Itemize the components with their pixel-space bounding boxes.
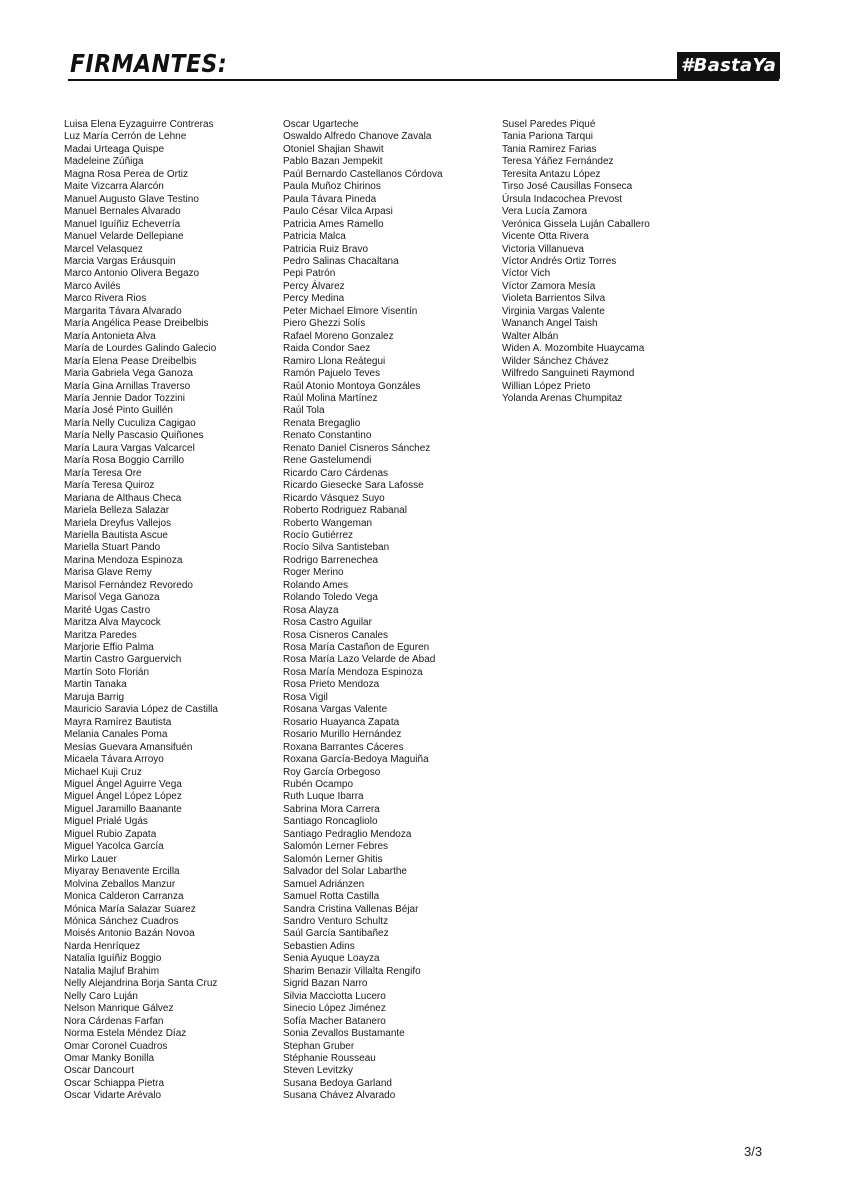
signatory-name: Víctor Vich: [502, 268, 551, 280]
signatory-name: Mariella Stuart Pando: [64, 542, 161, 554]
signatory-name: Melania Canales Poma: [64, 729, 168, 741]
signatory-name: Víctor Andrés Ortiz Torres: [502, 255, 617, 267]
signatory-name: Oscar Schiappa Pietra: [64, 1077, 165, 1089]
signatory-name: Paula Muñoz Chirinos: [283, 181, 381, 193]
signatory-name: Natalia Iguíñiz Boggio: [64, 953, 162, 965]
signatory-name: Susel Paredes Piqué: [502, 119, 596, 130]
header-divider: [68, 79, 779, 81]
signatory-name: Moisés Antonio Bazán Novoa: [64, 928, 195, 940]
signatory-name: Sebastien Adins: [283, 940, 355, 952]
signatory-name: Pepi Patrón: [283, 268, 336, 280]
signatory-name: Peter Michael Elmore Visentín: [283, 305, 418, 317]
signatory-name: Miguel Jaramillo Baanante: [64, 803, 182, 815]
signatory-name: Nelly Caro Luján: [64, 990, 138, 1002]
signatory-name: Luz María Cerrón de Lehne: [64, 131, 187, 143]
signatory-name: Willian López Prieto: [502, 380, 591, 392]
signatory-name: Sabrina Mora Carrera: [283, 803, 380, 815]
signatory-name: Wananch Angel Taish: [502, 318, 598, 330]
signatory-name: Manuel Bernales Alvarado: [64, 206, 181, 218]
signatory-name: Roger Merino: [283, 567, 344, 579]
signatory-name: Mirko Lauer: [64, 853, 117, 865]
signatory-name: Susana Chávez Alvarado: [283, 1090, 396, 1102]
signatory-name: Rosa María Mendoza Espinoza: [283, 666, 423, 678]
signatory-name: Marisol Vega Ganoza: [64, 592, 160, 604]
signatory-name: Yolanda Arenas Chumpitaz: [502, 392, 623, 404]
signatory-name: Sandro Venturo Schultz: [283, 916, 389, 927]
signatory-name: Percy Álvarez: [283, 280, 345, 292]
signatory-name: Vicente Otta Rivera: [502, 231, 589, 243]
signatory-name: Mariella Bautista Ascue: [64, 529, 168, 541]
signatory-name: María José Pinto Guillén: [64, 405, 173, 417]
signatory-name: Rocío Gutiérrez: [283, 529, 354, 541]
signatory-name: Stéphanie Rousseau: [283, 1052, 376, 1064]
signatory-name: Teresita Antazu López: [502, 168, 601, 180]
signatory-name: María Antonieta Alva: [64, 330, 156, 342]
signatory-name: Wilder Sánchez Chávez: [502, 355, 609, 367]
signatory-name: Mónica Sánchez Cuadros: [64, 916, 179, 927]
signatory-name: Rolando Ames: [283, 579, 349, 591]
signatory-name: Natalia Majluf Brahim: [64, 965, 160, 977]
signatory-name: Silvia Macciotta Lucero: [283, 990, 386, 1002]
signatory-name: Marcel Velasquez: [64, 243, 143, 255]
signatory-name: Sigrid Bazan Narro: [283, 978, 368, 990]
signatory-name: Luisa Elena Eyzaguirre Contreras: [64, 119, 214, 130]
signatories-column-2: [283, 119, 443, 1103]
signatory-name: Molvina Zeballos Manzur: [64, 878, 176, 890]
signatory-name: Nora Cárdenas Farfan: [64, 1015, 164, 1027]
signatory-name: Roxana García-Bedoya Maguiña: [283, 754, 429, 766]
signatory-name: Mariana de Althaus Checa: [64, 492, 182, 504]
signatory-name: Mariela Belleza Salazar: [64, 505, 170, 517]
signatory-name: Narda Henríquez: [64, 940, 141, 952]
signatory-name: María Teresa Quiroz: [64, 480, 155, 492]
signatory-name: Marco Avilés: [64, 280, 121, 292]
signatory-name: Sharim Benazir Villalta Rengifo: [283, 965, 421, 977]
signatory-name: Widen A. Mozombite Huaycama: [502, 343, 645, 355]
signatory-name: Miguel Ángel Aguirre Vega: [64, 779, 182, 791]
signatory-name: Victoria Villanueva: [502, 243, 584, 255]
signatory-name: Piero Ghezzi Solís: [283, 318, 366, 330]
signatory-name: Nelson Manrique Gálvez: [64, 1003, 174, 1015]
signatory-name: Rolando Toledo Vega: [283, 592, 378, 604]
signatory-name: Roxana Barrantes Cáceres: [283, 741, 404, 753]
signatory-name: Rosa Alayza: [283, 604, 339, 616]
signatory-name: Rene Gastelumendi: [283, 455, 372, 467]
signatory-name: María Nelly Pascasio Quiñones: [64, 430, 204, 442]
signatory-name: Marité Ugas Castro: [64, 604, 151, 616]
signatory-name: Sandra Cristina Vallenas Béjar: [283, 903, 419, 915]
signatory-name: Steven Levitzky: [283, 1065, 354, 1077]
signatory-name: Mesías Guevara Amansifuén: [64, 741, 193, 753]
signatory-name: Marcia Vargas Eráusquin: [64, 255, 176, 267]
signatory-name: Michael Kuji Cruz: [64, 766, 142, 778]
signatory-name: Madai Urteaga Quispe: [64, 143, 165, 155]
signatory-name: Monica Calderon Carranza: [64, 891, 184, 903]
signatory-name: María Laura Vargas Valcarcel: [64, 442, 195, 454]
signatory-name: Renato Daniel Cisneros Sánchez: [283, 442, 431, 454]
signatory-name: Rosa María Castañon de Eguren: [283, 642, 430, 654]
signatory-name: Marina Mendoza Espinoza: [64, 554, 183, 566]
signatory-name: Renata Bregaglio: [283, 417, 361, 429]
signatory-name: María Nelly Cuculiza Cagigao: [64, 417, 196, 429]
signatory-name: Martin Castro Garguervich: [64, 654, 182, 666]
signatory-name: Úrsula Indacochea Prevost: [502, 193, 623, 205]
signatory-name: Rafael Moreno Gonzalez: [283, 330, 394, 342]
signatory-name: María Angélica Pease Dreibelbis: [64, 318, 209, 330]
signatory-name: Santiago Pedraglio Mendoza: [283, 828, 412, 840]
signatory-name: Ruth Luque Ibarra: [283, 791, 364, 803]
signatory-name: Ricardo Giesecke Sara Lafosse: [283, 480, 424, 492]
signatory-name: Raúl Tola: [283, 405, 325, 417]
signatory-name: Samuel Adriánzen: [283, 878, 365, 890]
signatory-name: Santiago Roncagliolo: [283, 816, 378, 828]
signatory-name: Salomón Lerner Febres: [283, 841, 389, 853]
signatory-name: Sofía Macher Batanero: [283, 1015, 386, 1027]
signatory-name: Mariela Dreyfus Vallejos: [64, 517, 172, 529]
signatory-name: Renato Constantino: [283, 430, 372, 442]
signatory-name: Vera Lucía Zamora: [502, 206, 588, 218]
signatory-name: Sinecio López Jiménez: [283, 1003, 386, 1015]
signatory-name: Maritza Paredes: [64, 629, 137, 641]
signatory-name: Oscar Vidarte Arévalo: [64, 1090, 162, 1102]
signatory-name: Miguel Yacolca García: [64, 841, 164, 853]
signatory-name: Paula Távara Pineda: [283, 193, 377, 205]
signatory-name: Verónica Gissela Luján Caballero: [502, 218, 650, 230]
signatory-name: Omar Manky Bonilla: [64, 1052, 155, 1064]
signatory-name: María Gina Arnillas Traverso: [64, 380, 191, 392]
signatory-name: Mayra Ramírez Bautista: [64, 716, 172, 728]
signatory-name: Percy Medina: [283, 293, 345, 305]
signatory-name: Miguel Rubio Zapata: [64, 828, 157, 840]
signatory-name: Mónica María Salazar Suarez: [64, 903, 196, 915]
signatory-name: Paúl Bernardo Castellanos Córdova: [283, 168, 443, 180]
signatory-name: Paulo César Vilca Arpasi: [283, 206, 393, 218]
signatory-name: Maritza Alva Maycock: [64, 617, 161, 629]
signatory-name: Marjorie Effio Palma: [64, 642, 154, 654]
signatory-name: Rosario Huayanca Zapata: [283, 716, 400, 728]
signatory-name: Maruja Barrig: [64, 691, 125, 703]
signatory-name: Oscar Dancourt: [64, 1065, 135, 1077]
signatory-name: María Teresa Ore: [64, 467, 142, 479]
signatory-name: Madeleine Zúñiga: [64, 156, 144, 168]
signatory-name: Marco Rivera Rios: [64, 293, 147, 305]
signatory-name: Marco Antonio Olivera Begazo: [64, 268, 200, 280]
signatory-name: Magna Rosa Perea de Ortiz: [64, 168, 188, 180]
signatory-name: Teresa Yáñez Fernández: [502, 156, 614, 168]
signatory-name: Oswaldo Alfredo Chanove Zavala: [283, 131, 432, 143]
signatory-name: Rodrigo Barrenechea: [283, 554, 379, 566]
signatory-name: Manuel Iguíñiz Echeverría: [64, 218, 181, 230]
signatory-name: Roberto Rodriguez Rabanal: [283, 505, 407, 517]
signatory-name: Sonia Zevallos Bustamante: [283, 1028, 405, 1040]
signatory-name: Oscar Ugarteche: [283, 119, 359, 130]
signatory-name: María de Lourdes Galindo Galecio: [64, 343, 217, 355]
signatory-name: Samuel Rotta Castilla: [283, 891, 380, 903]
signatory-name: Rosa Vigil: [283, 691, 328, 703]
signatory-name: Ricardo Vásquez Suyo: [283, 492, 385, 504]
signatory-name: Miyaray Benavente Ercilla: [64, 866, 180, 878]
signatory-name: Martín Soto Florián: [64, 666, 150, 678]
signatory-name: Roberto Wangeman: [283, 517, 373, 529]
signatories-column-3: [502, 119, 650, 405]
signatory-name: Raúl Molina Martínez: [283, 392, 378, 404]
signatory-name: Rocío Silva Santisteban: [283, 542, 390, 554]
signatory-name: Patricia Ruiz Bravo: [283, 243, 369, 255]
signatory-name: Manuel Velarde Dellepiane: [64, 231, 184, 243]
signatory-name: Patricia Malca: [283, 231, 346, 243]
signatory-name: Tania Ramirez Farias: [502, 143, 597, 155]
signatory-name: Raúl Atonio Montoya Gonzáles: [283, 380, 421, 392]
signatory-name: Virginia Vargas Valente: [502, 305, 605, 317]
signatory-name: Walter Albán: [502, 330, 559, 342]
signatory-name: Salomón Lerner Ghitis: [283, 853, 383, 865]
page-title: FIRMANTES:: [70, 50, 228, 79]
signatory-name: Pedro Salinas Chacaltana: [283, 255, 399, 267]
signatory-name: Rosario Murillo Hernández: [283, 729, 402, 741]
signatory-name: Rosana Vargas Valente: [283, 704, 388, 716]
signatory-name: Wilfredo Sanguineti Raymond: [502, 368, 635, 380]
signatory-name: Senia Ayuque Loayza: [283, 953, 380, 965]
signatory-name: María Rosa Boggio Carrillo: [64, 455, 185, 467]
signatory-name: Rosa Cisneros Canales: [283, 629, 389, 641]
signatory-name: Manuel Augusto Glave Testino: [64, 193, 199, 205]
signatory-name: María Elena Pease Dreibelbis: [64, 355, 197, 367]
signatory-name: Salvador del Solar Labarthe: [283, 866, 407, 878]
signatory-name: Raida Condor Saez: [283, 343, 371, 355]
signatory-name: Marisol Fernández Revoredo: [64, 579, 193, 591]
signatory-name: Micaela Távara Arroyo: [64, 754, 164, 766]
signatory-name: Rosa Castro Aguilar: [283, 617, 372, 629]
signatory-name: Norma Estela Méndez Díaz: [64, 1028, 187, 1040]
signatory-name: Tania Pariona Tarqui: [502, 131, 593, 143]
signatory-name: Tirso José Causillas Fonseca: [502, 181, 633, 193]
signatory-name: Mauricio Saravia López de Castilla: [64, 704, 218, 716]
signatory-name: Patricia Ames Ramello: [283, 218, 384, 230]
signatory-name: Martin Tanaka: [64, 679, 127, 691]
signatory-name: Margarita Távara Alvarado: [64, 305, 182, 317]
signatory-name: Otoniel Shajian Shawit: [283, 143, 384, 155]
signatory-name: Saúl García Santibañez: [283, 928, 389, 940]
hashtag-badge: #BastaYa: [677, 52, 780, 79]
signatories-column-1: [64, 119, 218, 1103]
signatory-name: María Jennie Dador Tozzini: [64, 392, 185, 404]
signatory-name: Marisa Glave Remy: [64, 567, 152, 579]
signatory-name: Maria Gabriela Vega Ganoza: [64, 368, 193, 380]
signatory-name: Stephan Gruber: [283, 1040, 355, 1052]
signatory-name: Ramón Pajuelo Teves: [283, 368, 381, 380]
signatory-name: Miguel Ángel López López: [64, 791, 182, 803]
signatory-name: Maite Vizcarra Alarcón: [64, 181, 164, 193]
signatory-name: Miguel Prialé Ugás: [64, 816, 148, 828]
signatory-name: Violeta Barrientos Silva: [502, 293, 606, 305]
signatory-name: Víctor Zamora Mesía: [502, 280, 596, 292]
signatory-name: Rubén Ocampo: [283, 779, 354, 791]
signatory-name: Pablo Bazan Jempekit: [283, 156, 383, 168]
signatory-name: Rosa Prieto Mendoza: [283, 679, 380, 691]
signatory-name: Susana Bedoya Garland: [283, 1077, 392, 1089]
signatory-name: Omar Coronel Cuadros: [64, 1040, 168, 1052]
signatory-name: Rosa María Lazo Velarde de Abad: [283, 654, 436, 666]
page-number: 3/3: [744, 1144, 763, 1159]
signatory-name: Roy García Orbegoso: [283, 766, 381, 778]
signatory-name: Nelly Alejandrina Borja Santa Cruz: [64, 978, 218, 990]
signatory-name: Ramiro Llona Reátegui: [283, 355, 386, 367]
signatory-name: Ricardo Caro Cárdenas: [283, 467, 389, 479]
